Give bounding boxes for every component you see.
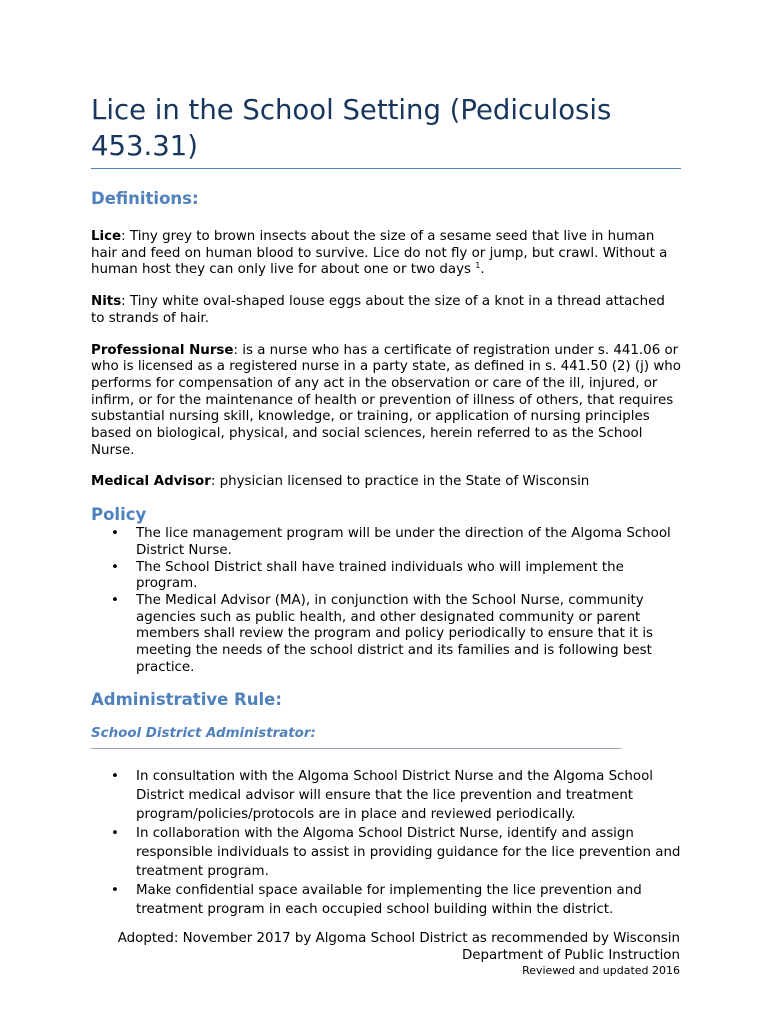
administrator-list <box>91 767 681 919</box>
definition-term: Medical Advisor <box>91 474 211 490</box>
administrative-rule-heading: Administrative Rule: <box>91 690 282 710</box>
definition-professional-nurse <box>91 343 681 460</box>
bullet-icon: • <box>111 526 119 542</box>
list-item <box>91 560 681 593</box>
reviewed-note: Reviewed and updated 2016 <box>522 964 680 977</box>
definition-lice <box>91 229 681 279</box>
adopted-line: Department of Public Instruction <box>461 948 680 963</box>
definitions-heading: Definitions: <box>91 189 199 208</box>
definition-nits <box>91 294 681 327</box>
bullet-icon: • <box>111 592 119 608</box>
definition-medical-advisor <box>91 474 681 491</box>
definition-tail: . <box>480 262 485 278</box>
footnote-marker: 1 <box>475 261 481 271</box>
adopted-line: Adopted: November 2017 by Algoma School District as recommended by Wisconsin <box>117 931 680 946</box>
list-item-text: The School District shall have trained individuals who will implement the program. <box>136 559 624 592</box>
bullet-icon: • <box>111 769 119 785</box>
policy-list <box>91 526 681 676</box>
list-item-text: Make confidential space available for implementing the lice prevention and treatment program in each occupied school building within the district. <box>136 883 642 918</box>
list-item <box>91 881 681 919</box>
definition-text: : Tiny grey to brown insects about the size of a sesame seed that live in human hair and feed on human blood to survive. Lice do not fly or jump, but crawl. Without a human host they can only live for about one or two days <box>91 229 668 278</box>
administrator-subheading: School District Administrator: <box>91 725 621 749</box>
document-content <box>91 92 681 919</box>
definition-text: : is a nurse who has a certificate of registration under s. 441.06 or who is licensed as a registered nurse in a party state, as defined in s. 441.50 (2) (j) who performs for compensation of any act in the observation or care of the ill, injured, or infirm, or for the maintenance of health or prevention of illness of others, that requires substantial nursing skill, knowledge, or training, or application of nursing principles based on biological, physical, and social sciences, herein referred to as the School Nurse. <box>91 342 681 458</box>
document-title: Lice in the School Setting (Pediculosis 453.31) <box>91 92 681 169</box>
document-footer <box>80 930 680 978</box>
bullet-icon: • <box>111 883 119 899</box>
definition-term: Professional Nurse <box>91 342 234 358</box>
list-item-text: In consultation with the Algoma School District Nurse and the Algoma School District medical advisor will ensure that the lice prevention and treatment program/policies/protocols are in place and reviewed periodically. <box>136 769 654 823</box>
definition-term: Nits <box>91 294 122 310</box>
list-item <box>91 593 681 677</box>
list-item-text: The lice management program will be under the direction of the Algoma School District Nurse. <box>136 526 671 558</box>
bullet-icon: • <box>111 559 119 575</box>
policy-heading: Policy <box>91 505 147 525</box>
definition-text: : physician licensed to practice in the State of Wisconsin <box>210 474 590 490</box>
definition-term: Lice <box>91 229 122 244</box>
list-item <box>91 526 681 559</box>
list-item-text: The Medical Advisor (MA), in conjunction with the School Nurse, community agencies such as public health, and other designated community or parent members shall review the program and policy periodically to ensure that it is meeting the needs of the school district and its families and is following best practice. <box>136 592 654 675</box>
list-item-text: In collaboration with the Algoma School District Nurse, identify and assign responsible individuals to assist in providing guidance for the lice prevention and treatment program. <box>136 826 681 880</box>
list-item <box>91 824 681 881</box>
bullet-icon: • <box>111 826 119 842</box>
list-item <box>91 767 681 824</box>
definition-text: : Tiny white oval-shaped louse eggs about the size of a knot in a thread attached to strands of hair. <box>91 294 665 326</box>
